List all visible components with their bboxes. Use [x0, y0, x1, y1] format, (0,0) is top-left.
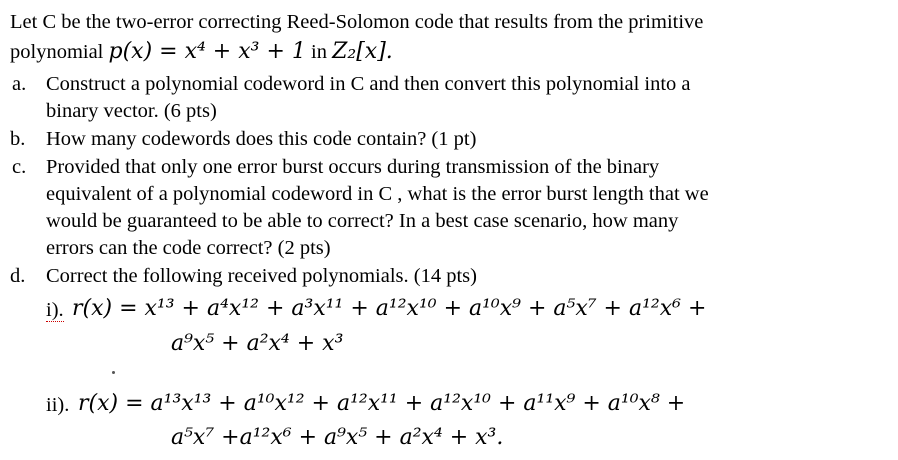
part-a-label: a. [12, 73, 27, 95]
part-c-line-4: errors can the code correct? (2 pts) [46, 237, 331, 259]
part-d-label: d. [10, 265, 26, 287]
part-c-line-3: would be guaranteed to be able to correct? In a best case scenario, how many [46, 210, 679, 232]
received-polynomial-i-line-1: r(x) = x¹³ + a⁴x¹² + a³x¹¹ + a¹²x¹⁰ + a¹⁰x⁹ + a⁵x⁷ + a¹²x⁶ + [72, 296, 707, 321]
received-i-label [46, 297, 64, 323]
primitive-polynomial: p(x) = x⁴ + x³ + 1 [108, 39, 306, 64]
part-a-line-2: binary vector. (6 pts) [46, 100, 217, 122]
intro-line-1: Let C be the two-error correcting Reed-Solomon code that results from the primitive [10, 11, 704, 33]
intro-text: polynomial [10, 41, 109, 63]
part-a-line-1: Construct a polynomial codeword in C and then convert this polynomial into a [46, 73, 691, 95]
polynomial-ring: Z₂[x]. [332, 39, 393, 64]
part-b-line-1: How many codewords does this code contain? (1 pt) [46, 128, 477, 150]
received-polynomial-ii-line-1: r(x) = a¹³x¹³ + a¹⁰x¹² + a¹²x¹¹ + a¹²x¹⁰ + a¹¹x⁹ + a¹⁰x⁸ + [78, 391, 686, 416]
received-polynomial-i-line-2: a⁹x⁵ + a²x⁴ + x³ [171, 331, 344, 356]
part-d-line-1: Correct the following received polynomials. (14 pts) [46, 265, 477, 287]
part-c-line-1: Provided that only one error burst occurs during transmission of the binary [46, 156, 660, 178]
part-b-label: b. [10, 128, 26, 150]
intro-in: in [305, 41, 333, 63]
received-i-label-text: i). [46, 299, 64, 321]
part-c-line-2: equivalent of a polynomial codeword in C , what is the error burst length that we [46, 183, 709, 205]
intro-line-2 [10, 39, 393, 65]
part-c-label: c. [12, 156, 27, 178]
stray-dot [112, 371, 115, 374]
received-ii-label: ii). [46, 394, 70, 416]
received-polynomial-ii-line-2: a⁵x⁷ +a¹²x⁶ + a⁹x⁵ + a²x⁴ + x³. [171, 425, 504, 450]
